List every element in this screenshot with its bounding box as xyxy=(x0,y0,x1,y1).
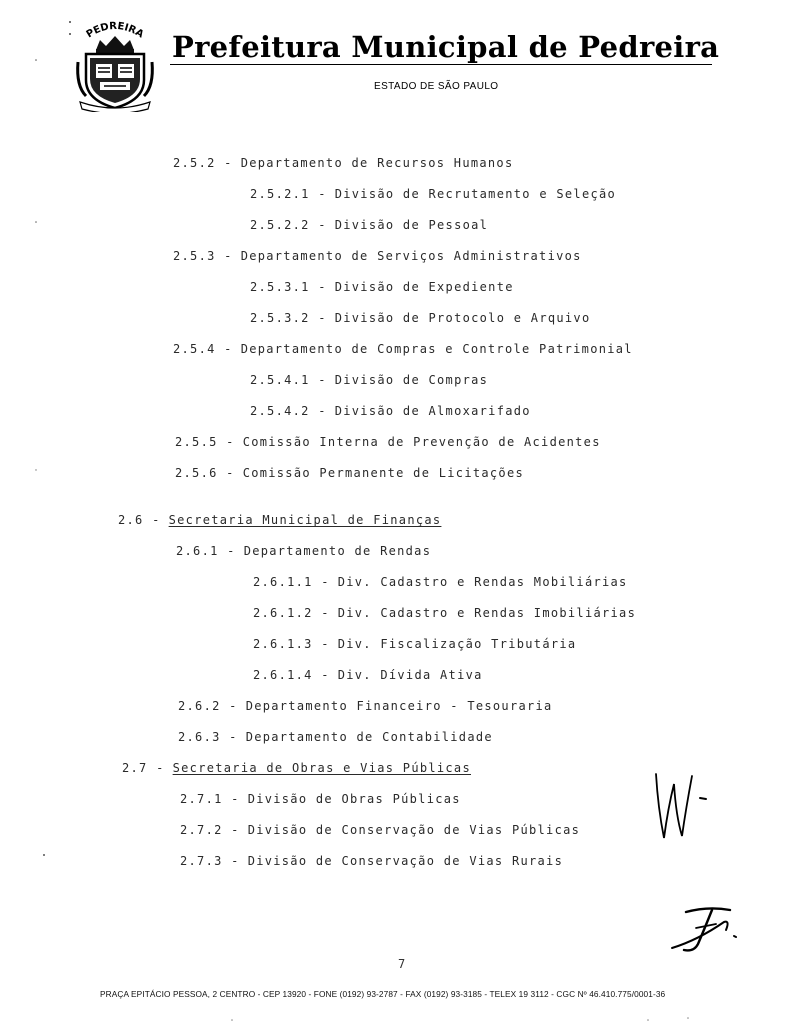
item-number: 2.5.2.1 - xyxy=(250,187,327,201)
item-number: 2.6.1.2 - xyxy=(253,606,330,620)
item-number: 2.5.4.2 - xyxy=(250,404,327,418)
item-text: Div. Cadastro e Rendas Imobiliárias xyxy=(337,606,637,620)
item-number: 2.6.1 - xyxy=(176,544,236,558)
item-text: Div. Fiscalização Tributária xyxy=(337,637,577,651)
item-number: 2.7.1 - xyxy=(180,792,240,806)
page-number: 7 xyxy=(398,957,406,971)
item-number: 2.5.3 - xyxy=(173,249,233,263)
item-number: 2.5.5 - xyxy=(175,435,235,449)
item-number: 2.5.3.2 - xyxy=(250,311,327,325)
item-number: 2.7 - xyxy=(122,761,165,775)
item-text: Divisão de Obras Públicas xyxy=(247,792,461,806)
item-text: Divisão de Almoxarifado xyxy=(334,404,531,418)
footer-address: PRAÇA EPITÁCIO PESSOA, 2 CENTRO - CEP 13920 - FONE (0192) 93-2787 - FAX (0192) 93-3185 - TELEX 19 3112 - CGC Nº 46.410.775/0001-36 xyxy=(100,989,666,999)
item-number: 2.5.4 - xyxy=(173,342,233,356)
page-subtitle: ESTADO DE SÃO PAULO xyxy=(374,81,499,92)
item-number: 2.6.1.3 - xyxy=(253,637,330,651)
item-text: Departamento Financeiro - Tesouraria xyxy=(245,699,553,713)
item-number: 2.7.3 - xyxy=(180,854,240,868)
item-number: 2.6.3 - xyxy=(178,730,238,744)
crest-text: PEDREIRA xyxy=(84,20,146,41)
item-number: 2.5.6 - xyxy=(175,466,235,480)
page-title: Prefeitura Municipal de Pedreira xyxy=(172,30,720,64)
item-text: Departamento de Serviços Administrativos xyxy=(240,249,582,263)
item-text: Departamento de Contabilidade xyxy=(245,730,493,744)
item-text: Divisão de Conservação de Vias Rurais xyxy=(247,854,564,868)
item-number: 2.7.2 - xyxy=(180,823,240,837)
item-text: Departamento de Compras e Controle Patrimonial xyxy=(240,342,633,356)
item-text: Comissão Interna de Prevenção de Acidentes xyxy=(242,435,601,449)
item-number: 2.5.4.1 - xyxy=(250,373,327,387)
item-number: 2.6.1.4 - xyxy=(253,668,330,682)
item-number: 2.6.1.1 - xyxy=(253,575,330,589)
item-number: 2.5.3.1 - xyxy=(250,280,327,294)
item-number: 2.6.2 - xyxy=(178,699,238,713)
item-text: Departamento de Rendas xyxy=(243,544,432,558)
item-number: 2.5.2.2 - xyxy=(250,218,327,232)
item-text: Divisão de Pessoal xyxy=(334,218,489,232)
item-text: Divisão de Expediente xyxy=(334,280,514,294)
item-text: Secretaria Municipal de Finanças xyxy=(168,513,442,527)
item-text: Divisão de Conservação de Vias Públicas xyxy=(247,823,581,837)
item-number: 2.6 - xyxy=(118,513,161,527)
item-text: Divisão de Protocolo e Arquivo xyxy=(334,311,591,325)
item-text: Divisão de Recrutamento e Seleção xyxy=(334,187,617,201)
item-text: Div. Dívida Ativa xyxy=(337,668,483,682)
item-text: Comissão Permanente de Licitações xyxy=(242,466,524,480)
item-text: Secretaria de Obras e Vias Públicas xyxy=(172,761,471,775)
item-text: Div. Cadastro e Rendas Mobiliárias xyxy=(337,575,628,589)
item-text: Departamento de Recursos Humanos xyxy=(240,156,514,170)
item-number: 2.5.2 - xyxy=(173,156,233,170)
item-text: Divisão de Compras xyxy=(334,373,489,387)
